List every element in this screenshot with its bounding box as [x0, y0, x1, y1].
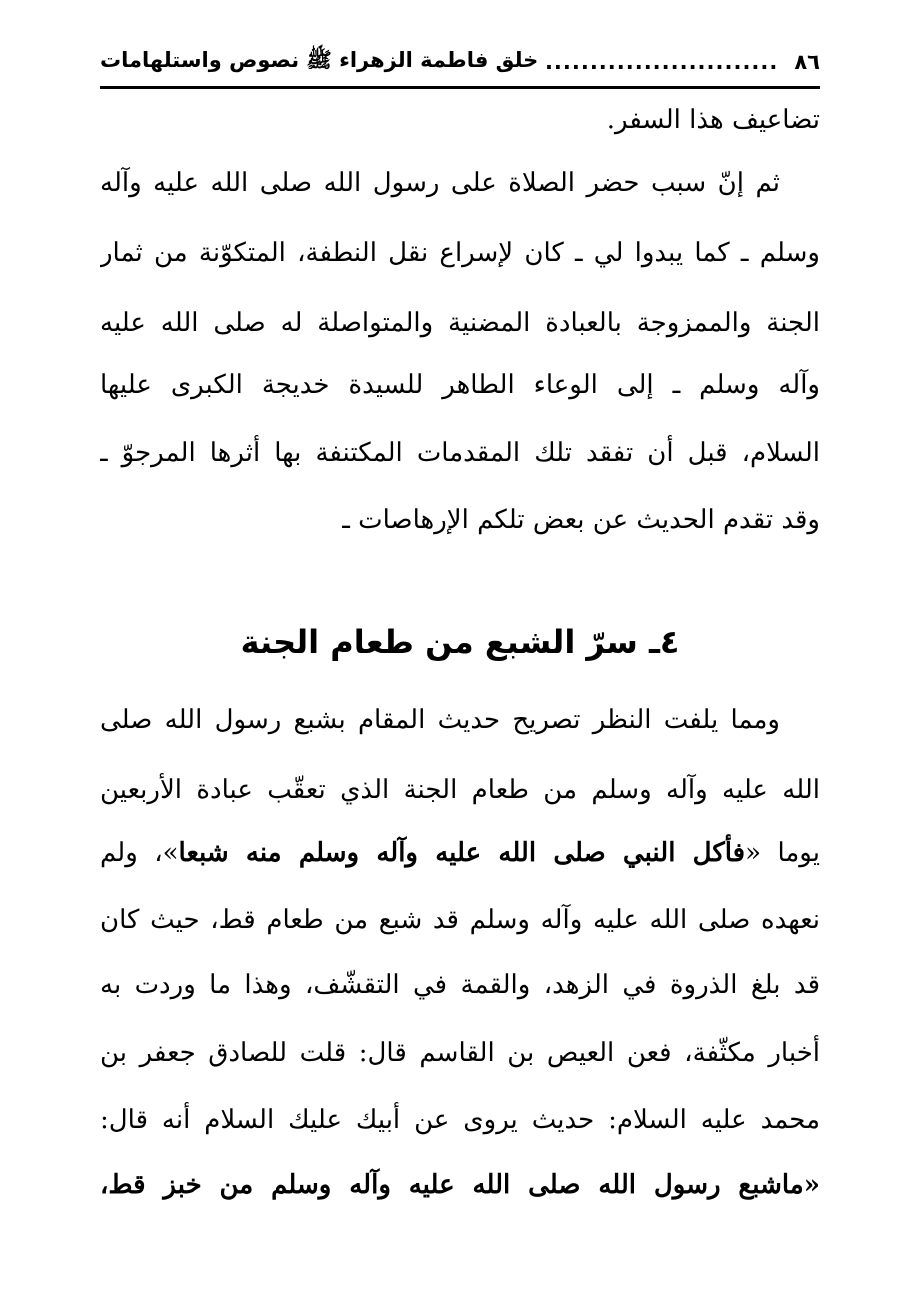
quote-open: يوما «	[745, 838, 820, 868]
paragraph-line: نعهده صلى الله عليه وآله وسلم قد شبع من طعام قط، حيث كان	[100, 905, 820, 935]
page-number: ٨٦	[794, 50, 820, 74]
paragraph-line: وآله وسلم ـ إلى الوعاء الطاهر للسيدة خديجة الكبرى عليها	[100, 370, 820, 400]
paragraph-line: قد بلغ الذروة في الزهد، والقمة في التقشّف، وهذا ما وردت به	[100, 970, 820, 1000]
section-heading: ٤ـ سرّ الشبع من طعام الجنة	[240, 623, 680, 661]
quote-close: »، ولم	[100, 838, 179, 868]
paragraph-line: وقد تقدم الحديث عن بعض تلكم الإرهاصات ـ	[342, 505, 820, 535]
paragraph-line: ومما يلفت النظر تصريح حديث المقام بشبع رسول الله صلى	[100, 705, 780, 735]
paragraph-line: تضاعيف هذا السفر.	[606, 105, 820, 135]
paragraph-line: السلام، قبل أن تفقد تلك المقدمات المكتنفة بها أثرها المرجوّ ـ	[100, 438, 820, 468]
running-header	[100, 42, 820, 82]
quoted-text: ماشبع رسول الله صلى الله عليه وآله وسلم من خبز قط،	[100, 1170, 804, 1200]
paragraph-line-with-quote	[100, 1160, 820, 1210]
paragraph-line-with-quote	[100, 828, 820, 878]
paragraph-line: الجنة والممزوجة بالعبادة المضنية والمتواصلة له صلى الله عليه	[100, 308, 820, 338]
leader-dots	[544, 50, 778, 74]
paragraph-line: وسلم ـ كما يبدوا لي ـ كان لإسراع نقل النطفة، المتكوّنة من ثمار	[100, 238, 820, 268]
paragraph-line: أخبار مكثّفة، فعن العيص بن القاسم قال: قلت للصادق جعفر بن	[100, 1038, 820, 1068]
header-rule	[100, 86, 820, 89]
paragraph-line: الله عليه وآله وسلم من طعام الجنة الذي تعقّب عبادة الأربعين	[100, 775, 820, 805]
paragraph-line: محمد عليه السلام: حديث يروى عن أبيك عليك السلام أنه قال:	[100, 1105, 820, 1135]
quote-open: «	[803, 1170, 820, 1200]
quoted-text: فأكل النبي صلى الله عليه وآله وسلم منه شبعا	[178, 838, 746, 868]
paragraph-line: ثم إنّ سبب حضر الصلاة على رسول الله صلى الله عليه وآله	[100, 168, 780, 198]
book-title: خلق فاطمة الزهراء ﷺ نصوص واستلهامات	[100, 47, 539, 72]
